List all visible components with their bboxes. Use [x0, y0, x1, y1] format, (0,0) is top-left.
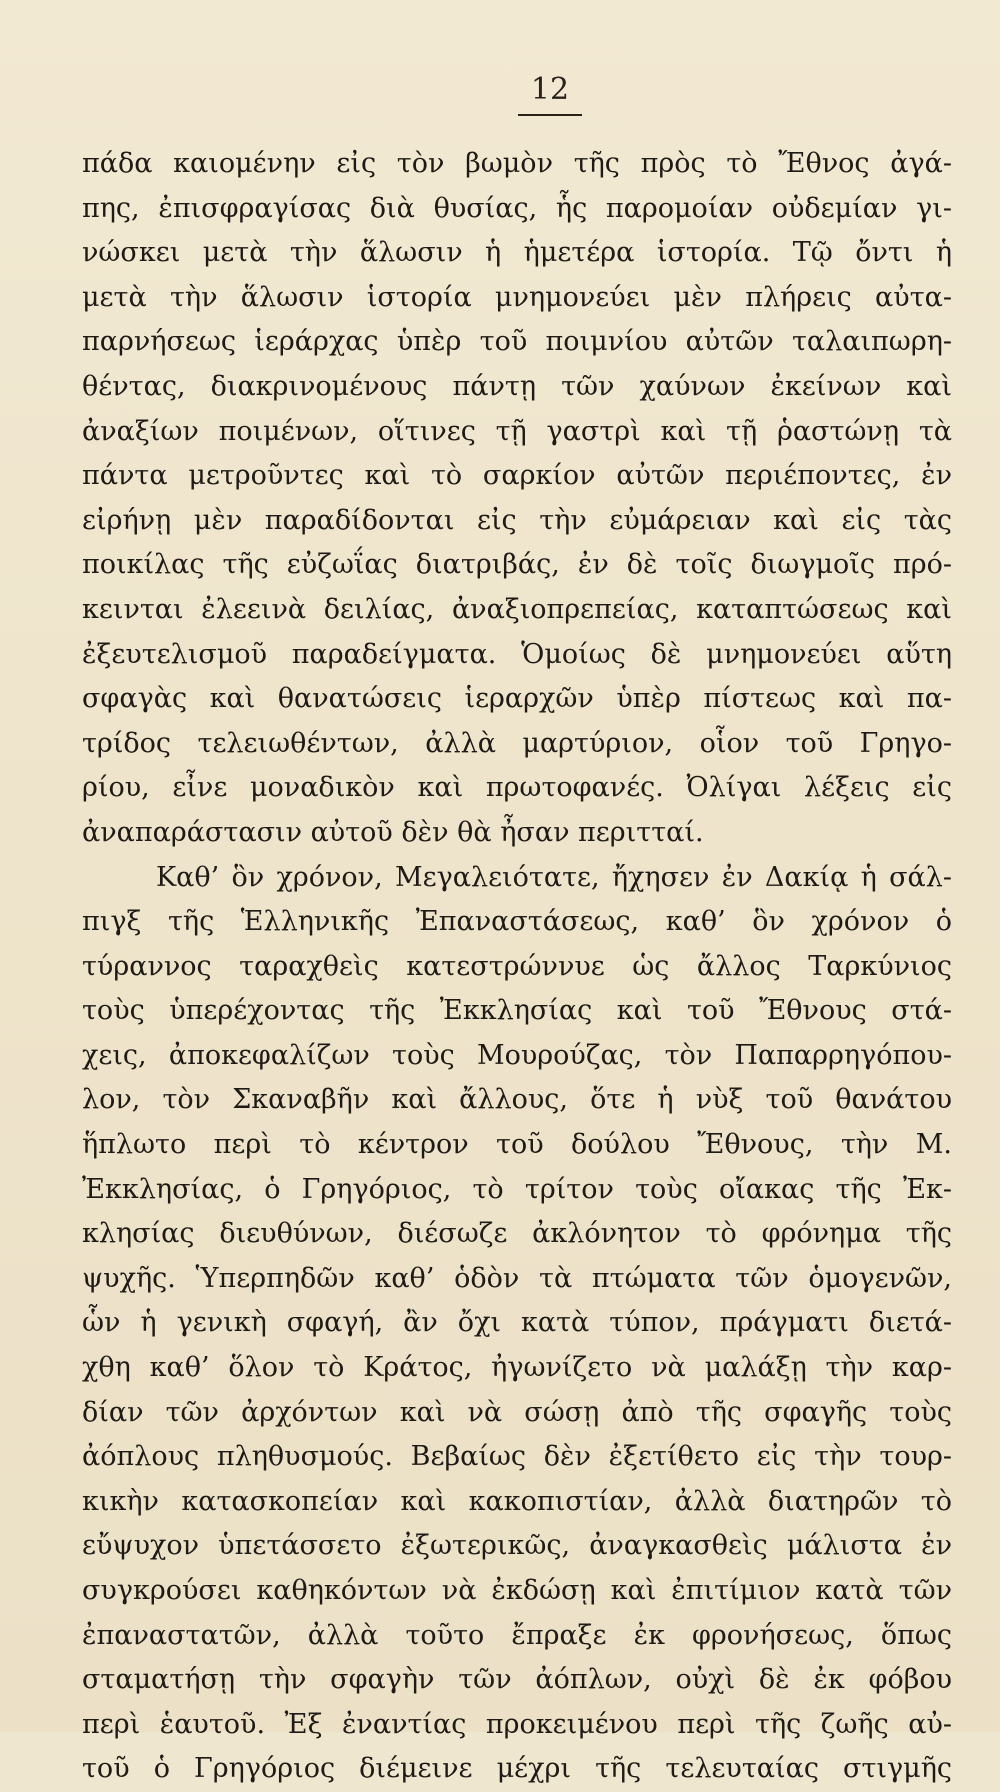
page-number: 12: [530, 72, 570, 107]
text-line: κλησίας διευθύνων, διέσωζε ἀκλόνητον τὸ φρόνημα τῆς: [82, 1218, 952, 1250]
text-line: ποικίλας τῆς εὐζωΐας διατριβάς, ἐν δὲ τοῖς διωγμοῖς πρό-: [82, 549, 952, 581]
page-number-rule: [518, 114, 582, 116]
text-line: εἰρήνῃ μὲν παραδίδονται εἰς τὴν εὐμάρειαν καὶ εἰς τὰς: [82, 504, 952, 536]
text-line: εὔψυχον ὑπετάσσετο ἐξωτερικῶς, ἀναγκασθεὶς μάλιστα ἐν: [82, 1530, 952, 1562]
text-line: πιγξ τῆς Ἑλληνικῆς Ἐπαναστάσεως, καθ’ ὃν χρόνον ὁ: [82, 906, 952, 938]
text-line: κεινται ἐλεεινὰ δειλίας, ἀναξιοπρεπείας, καταπτώσεως καὶ: [82, 593, 952, 625]
text-line: ψυχῆς. Ὑπερπηδῶν καθ’ ὁδὸν τὰ πτώματα τῶν ὁμογενῶν,: [82, 1262, 952, 1294]
text-line: χθη καθ’ ὅλον τὸ Κράτος, ἠγωνίζετο νὰ μαλάξῃ τὴν καρ-: [82, 1352, 952, 1384]
text-line: πάδα καιομένην εἰς τὸν βωμὸν τῆς πρὸς τὸ Ἔθνος ἀγά-: [82, 148, 952, 179]
text-line: θέντας, διακρινομένους πάντῃ τῶν χαύνων ἐκείνων καὶ: [82, 370, 952, 402]
text-line: περὶ ἑαυτοῦ. Ἐξ ἐναντίας προκειμένου περὶ τῆς ζωῆς αὐ-: [82, 1708, 952, 1740]
text-line: σφαγὰς καὶ θανατώσεις ἱεραρχῶν ὑπὲρ πίστεως καὶ πα-: [82, 683, 952, 715]
text-line: ἥπλωτο περὶ τὸ κέντρον τοῦ δούλου Ἔθνους, τὴν Μ.: [82, 1129, 952, 1161]
text-line: παρνήσεως ἱεράρχας ὑπὲρ τοῦ ποιμνίου αὐτῶν ταλαιπωρη-: [82, 326, 952, 358]
text-line: σταματήσῃ τὴν σφαγὴν τῶν ἀόπλων, οὐχὶ δὲ ἐκ φόβου: [82, 1664, 952, 1696]
text-line: Ἐκκλησίας, ὁ Γρηγόριος, τὸ τρίτον τοὺς οἴακας τῆς Ἐκ-: [82, 1173, 952, 1205]
text-line: τρίδος τελειωθέντων, ἀλλὰ μαρτύριον, οἷον τοῦ Γρηγο-: [82, 727, 952, 759]
text-line: ἐπαναστατῶν, ἀλλὰ τοῦτο ἔπραξε ἐκ φρονήσεως, ὅπως: [82, 1619, 952, 1651]
text-line: νώσκει μετὰ τὴν ἅλωσιν ἡ ἡμετέρα ἱστορία. Τῷ ὄντι ἡ: [82, 237, 952, 269]
text-line: χεις, ἀποκεφαλίζων τοὺς Μουρούζας, τὸν Παπαρρηγόπου-: [82, 1039, 952, 1071]
paragraph-start-line: Καθ’ ὃν χρόνον, Μεγαλειότατε, ἤχησεν ἐν Δακίᾳ ἡ σάλ-: [156, 861, 952, 893]
text-line: τοὺς ὑπερέχοντας τῆς Ἐκκλησίας καὶ τοῦ Ἔθνους στά-: [82, 995, 952, 1027]
text-line: πης, ἐπισφραγίσας διὰ θυσίας, ἧς παρομοίαν οὐδεμίαν γι-: [82, 192, 952, 224]
text-line: ρίου, εἶνε μοναδικὸν καὶ πρωτοφανές. Ὀλίγαι λέξεις εἰς: [82, 772, 952, 804]
text-line: ἀναπαράστασιν αὐτοῦ δὲν θὰ ἦσαν περιτταί.: [82, 816, 704, 848]
text-line: ἀναξίων ποιμένων, οἵτινες τῇ γαστρὶ καὶ τῇ ῥαστώνῃ τὰ: [82, 415, 952, 447]
text-line: πάντα μετροῦντες καὶ τὸ σαρκίον αὐτῶν περιέποντες, ἐν: [82, 460, 952, 492]
text-line: μετὰ τὴν ἅλωσιν ἱστορία μνημονεύει μὲν πλήρεις αὐτα-: [82, 281, 952, 313]
text-line: ἀόπλους πληθυσμούς. Βεβαίως δὲν ἐξετίθετο εἰς τὴν τουρ-: [82, 1441, 952, 1473]
text-line: δίαν τῶν ἀρχόντων καὶ νὰ σώσῃ ἀπὸ τῆς σφαγῆς τοὺς: [82, 1396, 952, 1428]
text-line: λον, τὸν Σκαναβῆν καὶ ἄλλους, ὅτε ἡ νὺξ τοῦ θανάτου: [82, 1084, 952, 1116]
text-line: κικὴν κατασκοπείαν καὶ κακοπιστίαν, ἀλλὰ διατηρῶν τὸ: [82, 1485, 952, 1517]
text-line: ὧν ἡ γενικὴ σφαγή, ἂν ὄχι κατὰ τύπον, πράγματι διετά-: [82, 1307, 952, 1339]
text-line: τοῦ ὁ Γρηγόριος διέμεινε μέχρι τῆς τελευταίας στιγμῆς: [82, 1753, 952, 1785]
text-line: τύραννος ταραχθεὶς κατεστρώννυε ὡς ἄλλος Ταρκύνιος: [82, 950, 952, 982]
body-text: [82, 142, 952, 1792]
text-line: ἐξευτελισμοῦ παραδείγματα. Ὁμοίως δὲ μνημονεύει αὕτη: [82, 638, 952, 670]
text-line: συγκρούσει καθηκόντων νὰ ἐκδώσῃ καὶ ἐπιτίμιον κατὰ τῶν: [82, 1575, 952, 1606]
